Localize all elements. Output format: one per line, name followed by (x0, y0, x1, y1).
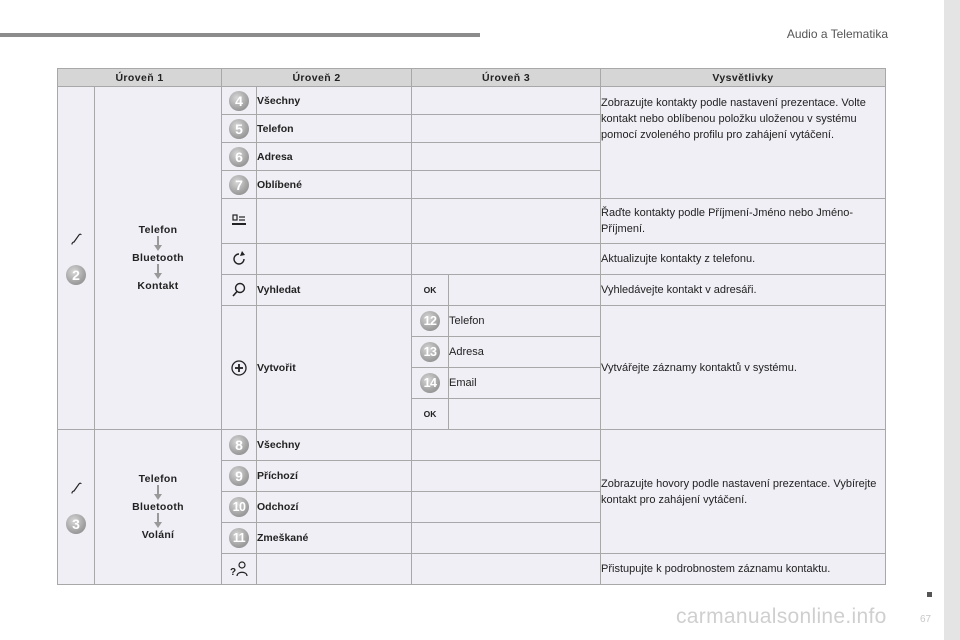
level3-empty (412, 199, 601, 244)
page-edge-strip (944, 0, 960, 640)
menu-badge-13: 13 (420, 342, 440, 362)
level2-label: Vyhledat (257, 275, 412, 306)
level3-empty (449, 399, 601, 430)
page-number: 67 (920, 614, 932, 625)
phone-icon (68, 231, 84, 247)
menu-badge-2: 2 (66, 265, 86, 285)
col-header-notes: Vysvětlivky (601, 69, 886, 87)
level3-empty (412, 523, 601, 554)
col-header-level2: Úroveň 2 (222, 69, 412, 87)
refresh-icon (230, 250, 248, 268)
badge-cell (412, 306, 449, 337)
ok-label: OK (412, 399, 449, 430)
level3-empty (412, 430, 601, 461)
watermark: carmanualsonline.info (676, 605, 887, 628)
level2-label: Telefon (257, 115, 412, 143)
icon-cell (222, 199, 257, 244)
contact-details-icon (230, 560, 248, 578)
menu-badge-3: 3 (66, 514, 86, 534)
level2-label: Adresa (257, 143, 412, 171)
sort-contacts-icon (230, 212, 248, 230)
arrow-down-icon (153, 513, 163, 529)
arrow-down-icon (153, 485, 163, 501)
level3-empty (412, 554, 601, 585)
section-title: Audio a Telematika (786, 27, 888, 41)
col-header-level1: Úroveň 1 (58, 69, 222, 87)
page-marker (927, 592, 932, 597)
level3-label: Adresa (449, 337, 601, 368)
menu-table (57, 68, 886, 585)
badge-cell (222, 87, 257, 115)
level3-label: Email (449, 368, 601, 399)
badge-cell (222, 523, 257, 554)
top-rule (0, 33, 480, 37)
description: Přistupujte k podrobnostem záznamu kontaktu. (601, 554, 886, 585)
level3-empty (449, 275, 601, 306)
description: Aktualizujte kontakty z telefonu. (601, 244, 886, 275)
description: Vyhledávejte kontakt v adresáři. (601, 275, 886, 306)
phone-icon (68, 480, 84, 496)
badge-cell (222, 430, 257, 461)
level3-empty (412, 492, 601, 523)
ok-label: OK (412, 275, 449, 306)
level2-label: Příchozí (257, 461, 412, 492)
chain-item: Kontakt (137, 280, 179, 292)
chain-item: Telefon (138, 473, 178, 485)
badge-cell (412, 368, 449, 399)
chain-item: Bluetooth (132, 501, 184, 513)
calls-level1-icon-cell (58, 430, 95, 585)
col-header-level3: Úroveň 3 (412, 69, 601, 87)
level2-label: Vytvořit (257, 306, 412, 430)
level2-label: Zmeškané (257, 523, 412, 554)
menu-badge-4: 4 (229, 91, 249, 111)
badge-cell (222, 115, 257, 143)
arrow-down-icon (153, 236, 163, 252)
menu-badge-5: 5 (229, 119, 249, 139)
calls-level1-path (95, 430, 222, 585)
menu-badge-6: 6 (229, 147, 249, 167)
contacts-level1-path (95, 87, 222, 430)
badge-cell (222, 171, 257, 199)
search-icon (230, 281, 248, 299)
icon-cell (222, 275, 257, 306)
level2-label: Oblíbené (257, 171, 412, 199)
badge-cell (222, 461, 257, 492)
description: Řaďte kontakty podle Příjmení-Jméno nebo Jméno-Příjmení. (601, 199, 886, 244)
icon-cell (222, 554, 257, 585)
level2-label: Všechny (257, 87, 412, 115)
level2-label: Odchozí (257, 492, 412, 523)
level2-empty (257, 554, 412, 585)
menu-badge-12: 12 (420, 311, 440, 331)
chain-item: Volání (141, 529, 175, 541)
level3-empty (412, 143, 601, 171)
level3-empty (412, 461, 601, 492)
level3-empty (412, 87, 601, 115)
chain-item: Bluetooth (132, 252, 184, 264)
icon-cell (222, 306, 257, 430)
contacts-level1-icon-cell (58, 87, 95, 430)
level2-label: Všechny (257, 430, 412, 461)
description: Zobrazujte hovory podle nastavení prezentace. Vybírejte kontakt pro zahájení vytáčení. (601, 430, 886, 554)
chain-item: Telefon (138, 224, 178, 236)
level2-empty (257, 199, 412, 244)
svg-text:?: ? (230, 567, 237, 578)
menu-badge-10: 10 (229, 497, 249, 517)
badge-cell (222, 492, 257, 523)
badge-cell (412, 337, 449, 368)
arrow-down-icon (153, 264, 163, 280)
description: Zobrazujte kontakty podle nastavení prezentace. Volte kontakt nebo oblíbenou položku uloženou v systému pomocí zvoleného profilu pro zahájení vytáčení. (601, 87, 886, 199)
level3-empty (412, 171, 601, 199)
level3-empty (412, 115, 601, 143)
menu-badge-14: 14 (420, 373, 440, 393)
menu-badge-7: 7 (229, 175, 249, 195)
level3-empty (412, 244, 601, 275)
add-icon (230, 359, 248, 377)
menu-badge-11: 11 (229, 528, 249, 548)
badge-cell (222, 143, 257, 171)
icon-cell (222, 244, 257, 275)
menu-badge-8: 8 (229, 435, 249, 455)
level3-label: Telefon (449, 306, 601, 337)
description: Vytvářejte záznamy kontaktů v systému. (601, 306, 886, 430)
menu-badge-9: 9 (229, 466, 249, 486)
level2-empty (257, 244, 412, 275)
